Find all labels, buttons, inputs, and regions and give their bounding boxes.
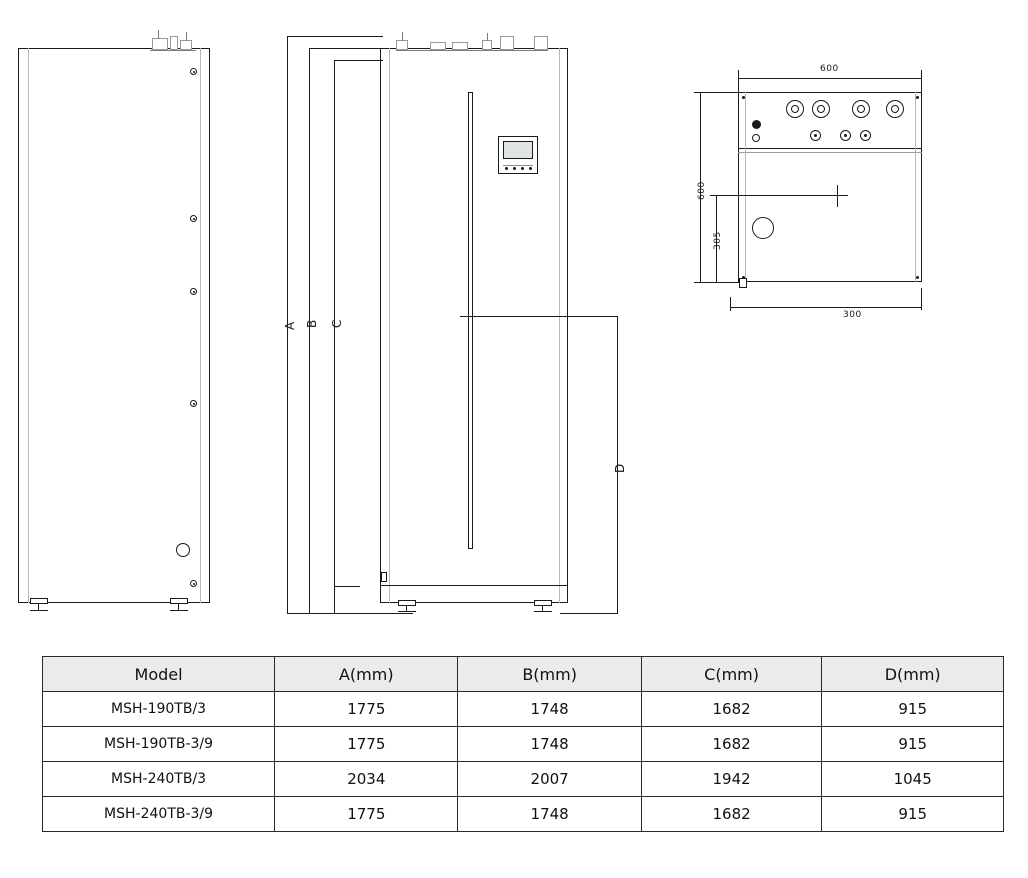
top-view-width-ext-left [738,70,739,92]
dimension-b-label: B [305,319,319,328]
top-view-corner-screw-1 [742,96,745,99]
front-view-connector-5 [500,36,514,50]
front-view-foot-left-base [398,611,416,612]
table-header-c: C(mm) [641,657,822,692]
dimension-d-label: D [613,463,627,473]
side-view-foot-left-base [30,610,48,611]
table-header-d: D(mm) [822,657,1004,692]
table-cell-a: 2034 [275,762,458,797]
top-view-gland-2 [752,134,760,142]
dimension-c-label: C [330,319,344,328]
specification-table [42,656,1004,832]
side-view-panel-edge [28,48,29,603]
table-cell-c: 1682 [641,727,822,762]
table-cell-c: 1682 [641,692,822,727]
front-view-foot-right-base [534,611,552,612]
top-view-left-inner-edge [745,92,746,282]
table-cell-d: 915 [822,692,1004,727]
top-view-inner-width-dimension-line [730,307,922,308]
table-header-row [43,657,1004,692]
table-header-model: Model [43,657,275,692]
front-view-connector-3 [452,42,468,50]
top-view-width-dimension-line [738,78,922,79]
front-view-right-edge [559,48,560,603]
top-view-width-value: 600 [820,64,839,74]
top-view-port-4-inner [891,105,899,113]
dimension-a-bottom-ext [287,613,413,614]
top-view-crosshair-v [837,185,838,207]
side-view-foot-right [170,598,188,604]
front-view-internal-tube [468,92,473,549]
top-view-port-1-inner [791,105,799,113]
table-cell-c: 1682 [641,797,822,832]
control-panel-button-4[interactable] [529,167,532,170]
table-row [43,727,1004,762]
table-row [43,762,1004,797]
front-view-plinth [380,585,568,586]
control-panel-screen [503,141,533,159]
control-panel-button-2[interactable] [513,167,516,170]
table-cell-a: 1775 [275,692,458,727]
top-view-height-ext-bottom [694,282,740,283]
top-view-port-3-inner [857,105,865,113]
table-row [43,797,1004,832]
table-cell-model: MSH-190TB/3 [43,692,275,727]
dimension-line-b [309,48,310,614]
table-cell-d: 1045 [822,762,1004,797]
table-cell-a: 1775 [275,797,458,832]
top-view-inner-height-ext-top [710,195,838,196]
side-view-foot-left [30,598,48,604]
top-view-inner-width-ext-left [730,297,731,311]
front-view-connector-4 [482,40,492,50]
side-view-screw-dot-2 [193,218,195,220]
side-view-top-stem-2 [186,32,187,41]
front-view-foot-right [534,600,552,606]
control-panel-button-row[interactable] [503,165,533,166]
side-view-top-fitting-1 [152,38,168,50]
table-cell-model: MSH-240TB/3 [43,762,275,797]
table-header-a: A(mm) [275,657,458,692]
table-header-b: B(mm) [458,657,641,692]
side-view-top-bracket [150,50,196,51]
top-view-gland-1 [752,120,761,129]
table-cell-c: 1942 [641,762,822,797]
table-cell-d: 915 [822,727,1004,762]
side-view-service-port [176,543,190,557]
top-view-header-divider-2 [738,152,922,153]
top-view-height-ext-top [694,92,740,93]
front-view-connector-1-stem [402,32,403,41]
top-view-small-port-1-dot [814,134,817,137]
front-view-connector-1 [396,40,408,50]
side-view-screw-dot-3 [193,291,195,293]
top-view-inner-width-value: 300 [843,310,862,320]
control-panel-button-1[interactable] [505,167,508,170]
top-view-small-port-3-dot [864,134,867,137]
side-view-screw-dot-4 [193,403,195,405]
dimension-c-top-ext [334,60,383,61]
table-cell-d: 915 [822,797,1004,832]
dimension-d-top-ext [478,316,618,317]
side-view-top-fitting-3 [180,40,192,50]
front-view-connector-4-stem [487,33,488,41]
table-cell-model: MSH-190TB-3/9 [43,727,275,762]
front-view-connector-6 [534,36,548,50]
top-view-service-hole [752,217,774,239]
top-view-corner-screw-3 [916,276,919,279]
table-cell-a: 1775 [275,727,458,762]
side-view-screw-dot-5 [193,583,195,585]
table-cell-model: MSH-240TB-3/9 [43,797,275,832]
top-view-inner-height-value: 305 [713,231,723,250]
dimension-a-label: A [283,321,297,330]
top-view-corner-screw-2 [916,96,919,99]
top-view-right-inner-edge [915,92,916,282]
side-view-panel-edge-right [200,48,201,603]
top-view-height-value: 600 [697,181,707,200]
side-view-top-fitting-2 [170,36,178,50]
side-view-cabinet [18,48,210,603]
side-view-top-stem-1 [158,30,159,39]
front-view-left-edge [389,48,390,603]
table-cell-b: 2007 [458,762,641,797]
dimension-b-top-ext [309,48,383,49]
table-cell-b: 1748 [458,797,641,832]
top-view-small-port-2-dot [844,134,847,137]
top-view-bottom-tab [739,278,747,288]
side-view-screw-dot-1 [193,71,195,73]
dimension-d-bottom-ext [560,613,618,614]
front-view-foot-left [398,600,416,606]
table-row [43,692,1004,727]
top-view-port-2-inner [817,105,825,113]
dimension-a-top-ext [287,36,383,37]
table-cell-b: 1748 [458,727,641,762]
table-cell-b: 1748 [458,692,641,727]
front-view-bottom-detail [381,572,387,582]
top-view-inner-width-ext-right [921,288,922,310]
top-view-width-ext-right [921,70,922,92]
dimension-line-c [334,60,335,614]
dimension-c-bottom-ext [334,586,360,587]
front-view-top-rail [396,50,548,51]
top-view-body [738,92,922,282]
front-view-cabinet [380,48,568,603]
side-view-foot-right-base [170,610,188,611]
top-view-header-divider [738,148,922,149]
front-view-connector-2 [430,42,446,50]
control-panel-button-3[interactable] [521,167,524,170]
